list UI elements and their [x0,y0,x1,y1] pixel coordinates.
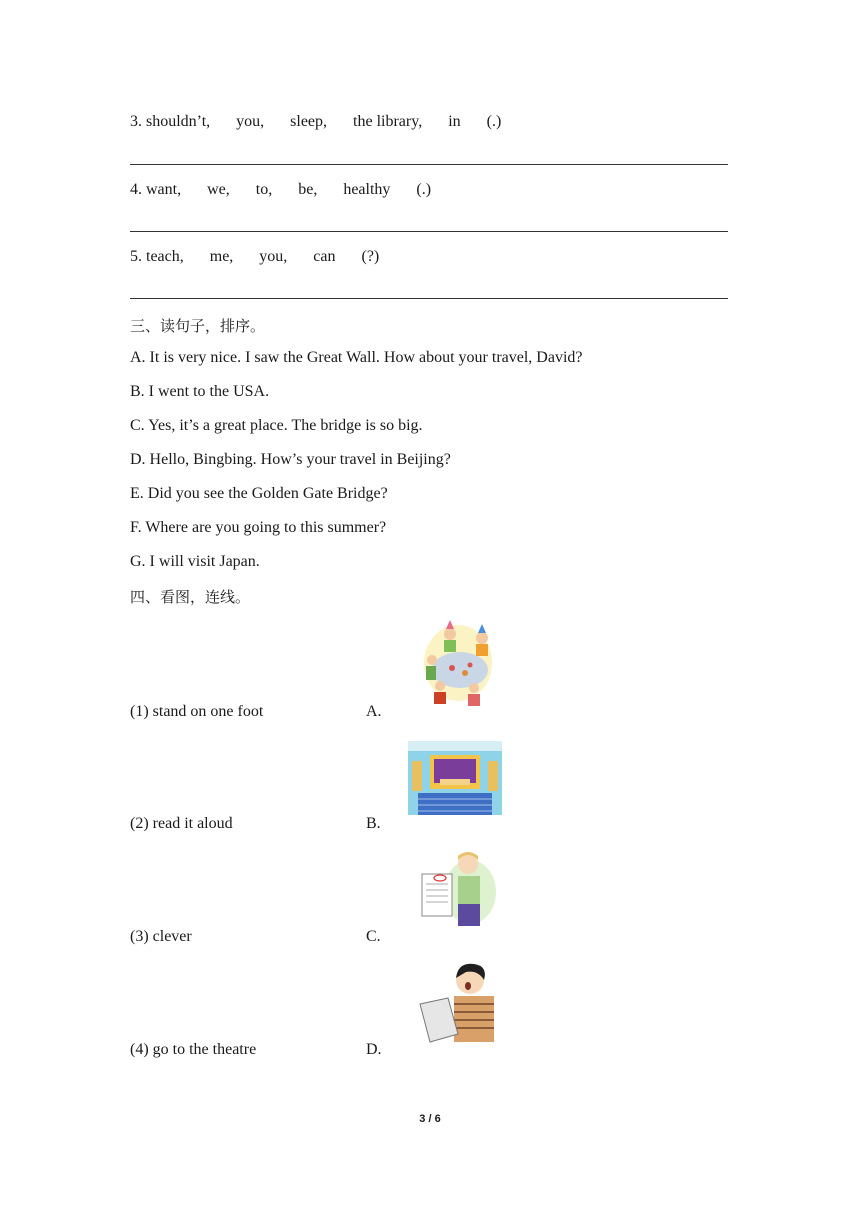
boy-reading-picture [418,960,498,1046]
word: me, [209,248,234,265]
punctuation-hint: (?) [361,248,380,265]
sentence-a: A. It is very nice. I saw the Great Wall. How about your travel, David? [130,349,583,366]
word: the library, [353,113,423,130]
word: teach, [146,248,184,265]
sentence-b: B. I went to the USA. [130,383,270,400]
phrase-1: (1) stand on one foot [130,703,264,720]
theatre-picture [408,741,502,815]
boy-with-test-paper-picture [418,848,498,930]
question-4 [130,181,457,199]
phrase-2: (2) read it aloud [130,815,233,832]
question-number: 4. [130,181,142,198]
word: can [313,248,336,265]
sentence-c: C. Yes, it’s a great place. The bridge is so big. [130,417,423,434]
option-letter-d: D. [366,1041,382,1058]
answer-line[interactable] [130,164,728,165]
punctuation-hint: (.) [486,113,502,130]
question-number: 5. [130,248,142,265]
question-3 [130,113,527,131]
word: you, [259,248,288,265]
word: to, [255,181,273,198]
sentence-d: D. Hello, Bingbing. How’s your travel in Beijing? [130,451,451,468]
phrase-3: (3) clever [130,928,192,945]
word: want, [146,181,182,198]
answer-line[interactable] [130,298,728,299]
party-table-picture [420,618,500,713]
answer-line[interactable] [130,231,728,232]
option-letter-a: A. [366,703,382,720]
word: sleep, [290,113,328,130]
section-4-title: 四、看图，连线。 [130,588,251,606]
word: you, [236,113,265,130]
punctuation-hint: (.) [416,181,432,198]
phrase-4: (4) go to the theatre [130,1041,257,1058]
option-letter-b: B. [366,815,381,832]
sentence-e: E. Did you see the Golden Gate Bridge? [130,485,388,502]
word: shouldn’t, [146,113,211,130]
word: healthy [343,181,391,198]
sentence-f: F. Where are you going to this summer? [130,519,387,536]
question-number: 3. [130,113,142,130]
question-5 [130,248,405,266]
option-letter-c: C. [366,928,381,945]
page-number: 3 / 6 [419,1113,441,1125]
sentence-g: G. I will visit Japan. [130,553,260,570]
word: be, [298,181,318,198]
word: in [448,113,461,130]
section-3-title: 三、读句子，排序。 [130,317,266,335]
word: we, [207,181,230,198]
